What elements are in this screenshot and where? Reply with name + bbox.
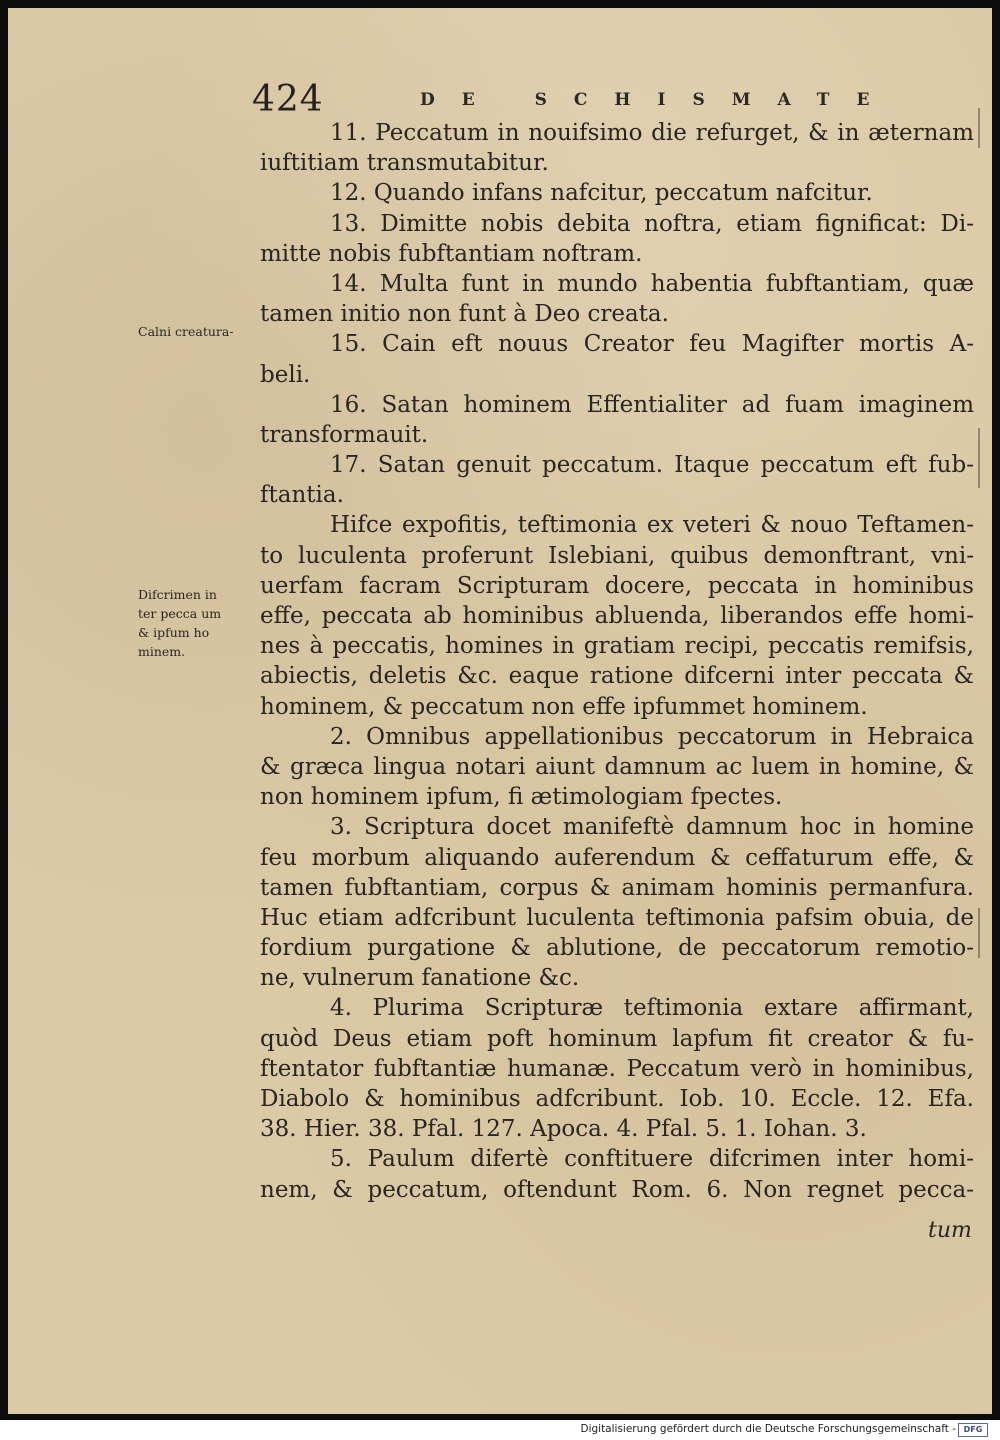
text-line: beli. bbox=[260, 361, 311, 388]
text-line: iuftitiam transmutabitur. bbox=[260, 150, 549, 177]
text-line: transformauit. bbox=[260, 421, 429, 448]
text-line: ftantia. bbox=[260, 482, 344, 509]
text-line: ne, vulnerum fanatione &c. bbox=[260, 965, 580, 992]
text-line: 3. Scriptura docet manifeftè damnum hoc in homine bbox=[330, 814, 974, 841]
text-line: 17. Satan genuit peccatum. Itaque peccatum eft fub- bbox=[330, 452, 974, 479]
footer-credit: Digitalisierung gefördert durch die Deutsche Forschungsgemeinschaft - bbox=[580, 1423, 956, 1435]
text-line: feu morbum aliquando auferendum & ceffaturum effe, & bbox=[260, 844, 974, 871]
text-line: non hominem ipfum, fi ætimologiam fpectes. bbox=[260, 784, 783, 811]
text-line: Hifce expofitis, teftimonia ex veteri & nouo Teftamen- bbox=[330, 512, 974, 539]
text-line: quòd Deus etiam poft hominum lapfum fit creator & fu- bbox=[260, 1025, 974, 1052]
text-line: Huc etiam adfcribunt luculenta teftimonia pafsim obuia, de bbox=[260, 904, 974, 931]
text-line: nes à peccatis, homines in gratiam recipi, peccatis remifsis, bbox=[260, 633, 974, 660]
text-line: 15. Cain eft nouus Creator feu Magifter mortis A- bbox=[330, 331, 974, 358]
text-line: Diabolo & hominibus adfcribunt. Iob. 10. Eccle. 12. Efa. bbox=[260, 1086, 974, 1112]
text-line: hominem, & peccatum non effe ipfummet hominem. bbox=[260, 693, 868, 720]
text-line: 38. Hier. 38. Pfal. 127. Apoca. 4. Pfal. 5. 1. Iohan. 3. bbox=[260, 1116, 867, 1143]
dfg-logo-icon: DFG bbox=[958, 1423, 988, 1437]
running-head-title: DE SCHISMATE bbox=[420, 90, 897, 110]
page-number: 424 bbox=[252, 79, 324, 120]
text-line: 14. Multa funt in mundo habentia fubftantiam, quæ bbox=[330, 270, 974, 297]
margin-note-discrimen-1: Difcrimen in bbox=[138, 587, 217, 602]
text-line: tamen fubftantiam, corpus & animam hominis permanfura. bbox=[260, 874, 974, 901]
text-line: tamen initio non funt à Deo creata. bbox=[260, 301, 669, 328]
edge-shadow bbox=[978, 908, 980, 958]
text-line: mitte nobis fubftantiam noftram. bbox=[260, 240, 643, 267]
catchword: tum bbox=[928, 1218, 972, 1243]
text-line: 4. Plurima Scripturæ teftimonia extare affirmant, bbox=[330, 995, 974, 1022]
book-page bbox=[8, 8, 992, 1414]
text-line: uerfam facram Scripturam docere, peccata in hominibus bbox=[260, 572, 974, 599]
text-line: 11. Peccatum in nouifsimo die refurget, & in æternam bbox=[330, 120, 974, 146]
text-line: 2. Omnibus appellationibus peccatorum in Hebraica bbox=[330, 723, 974, 750]
text-line: effe, peccata ab hominibus abluenda, liberandos effe homi- bbox=[260, 603, 974, 629]
text-line: fordium purgatione & ablutione, de peccatorum remotio- bbox=[260, 935, 974, 962]
edge-shadow bbox=[978, 428, 980, 488]
text-line: to luculenta proferunt Islebiani, quibus demonftrant, vni- bbox=[260, 542, 974, 569]
body-text bbox=[260, 118, 974, 1205]
footer-bar bbox=[0, 1420, 1000, 1440]
text-line: ftentator fubftantiæ humanæ. Peccatum verò in hominibus, bbox=[260, 1055, 974, 1082]
margin-note-cain: Calni creatura- bbox=[138, 324, 234, 339]
margin-note-discrimen-2: ter pecca um bbox=[138, 606, 222, 621]
text-line: 13. Dimitte nobis debita noftra, etiam fignificat: Di- bbox=[330, 210, 974, 237]
text-line: 16. Satan hominem Effentialiter ad fuam imaginem bbox=[330, 391, 974, 418]
text-line: & græca lingua notari aiunt damnum ac luem in homine, & bbox=[260, 753, 974, 780]
text-line: 5. Paulum difertè conftituere difcrimen inter homi- bbox=[330, 1146, 974, 1173]
margin-note-discrimen-3: & ipfum ho bbox=[138, 625, 210, 640]
text-line: nem, & peccatum, oftendunt Rom. 6. Non regnet pecca- bbox=[260, 1176, 974, 1203]
text-line: 12. Quando infans nafcitur, peccatum nafcitur. bbox=[330, 180, 873, 207]
margin-note-discrimen-4: minem. bbox=[138, 644, 186, 659]
text-line: abiectis, deletis &c. eaque ratione difcerni inter peccata & bbox=[260, 663, 974, 690]
edge-shadow bbox=[978, 108, 980, 148]
